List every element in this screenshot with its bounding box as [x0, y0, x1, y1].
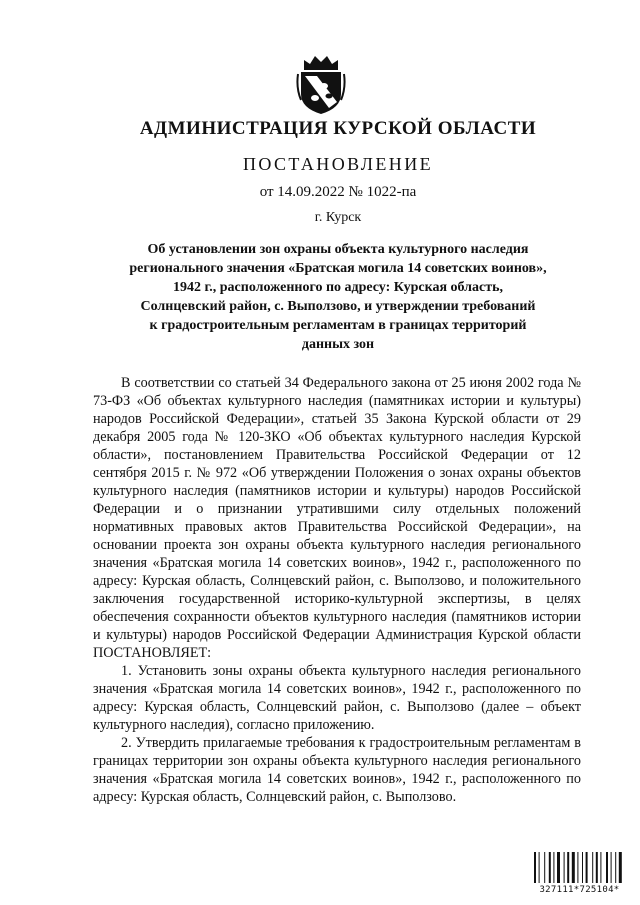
document-date-number: от 14.09.2022 № 1022-па [259, 184, 417, 200]
heading-line: данных зон [301, 337, 375, 352]
kursk-coat-of-arms-icon [296, 54, 346, 116]
resolution-item-1: 1. Установить зоны охраны объекта культурного наследия регионального значения «Братская могила 14 советских воинов», 1942 г., расположенного по адресу: Курская область, Солнцевский район, с. Выползово (далее – объект культурного наследия), согласно приложению. [93, 663, 581, 733]
document-city: г. Курск [314, 210, 362, 225]
heading-line: Об установлении зон охраны объекта культурного наследия [147, 242, 529, 257]
heading-line: регионального значения «Братская могила 14 советских воинов», [129, 261, 547, 276]
organization-title: АДМИНИСТРАЦИЯ КУРСКОЙ ОБЛАСТИ [139, 118, 537, 139]
heading-line: Солнцевский район, с. Выползово, и утверждении требований [140, 299, 536, 314]
resolution-item-2: 2. Утвердить прилагаемые требования к градостроительным регламентам в границах территории зон охраны объекта культурного наследия регионального значения «Братская могила 14 советских воинов», 1942 г., расположенного по адресу: Курская область, Солнцевский район, с. Выползово. [93, 735, 581, 805]
heading-line: 1942 г., расположенного по адресу: Курская область, [172, 280, 504, 295]
barcode-number: 327111*725104* [539, 885, 620, 895]
document-body [93, 374, 581, 806]
heading-line: к градостроительным регламентам в границах территорий [149, 318, 527, 333]
document-type: ПОСТАНОВЛЕНИЕ [242, 154, 434, 174]
document-heading [100, 240, 576, 354]
preamble-paragraph: В соответствии со статьей 34 Федерального закона от 25 июня 2002 года № 73-ФЗ «Об объектах культурного наследия (памятниках истории и культуры) народов Российской Федерации», статьей 35 Закона Курской области от 29 декабря 2005 года № 120-ЗКО «Об объектах культурного наследия Курской области», постановлением Правительства Российской Федерации от 12 сентября 2015 г. № 972 «Об утверждении Положения о зонах охраны объектов культурного наследия (памятников истории и культуры) народов Российской Федерации и о признании утратившими силу отдельных положений нормативных правовых актов Правительства Российской Федерации», на основании проекта зон охраны объекта культурного наследия регионального значения «Братская могила 14 советских воинов», 1942 г., расположенного по адресу: Курская область, Солнцевский район, с. Выползово, и положительного заключения государственной историко-культурной экспертизы, в целях обеспечения сохранности объектов культурного наследия (памятников истории и культуры) народов Российской Федерации Администрация Курской области ПОСТАНОВЛЯЕТ: [93, 375, 581, 661]
